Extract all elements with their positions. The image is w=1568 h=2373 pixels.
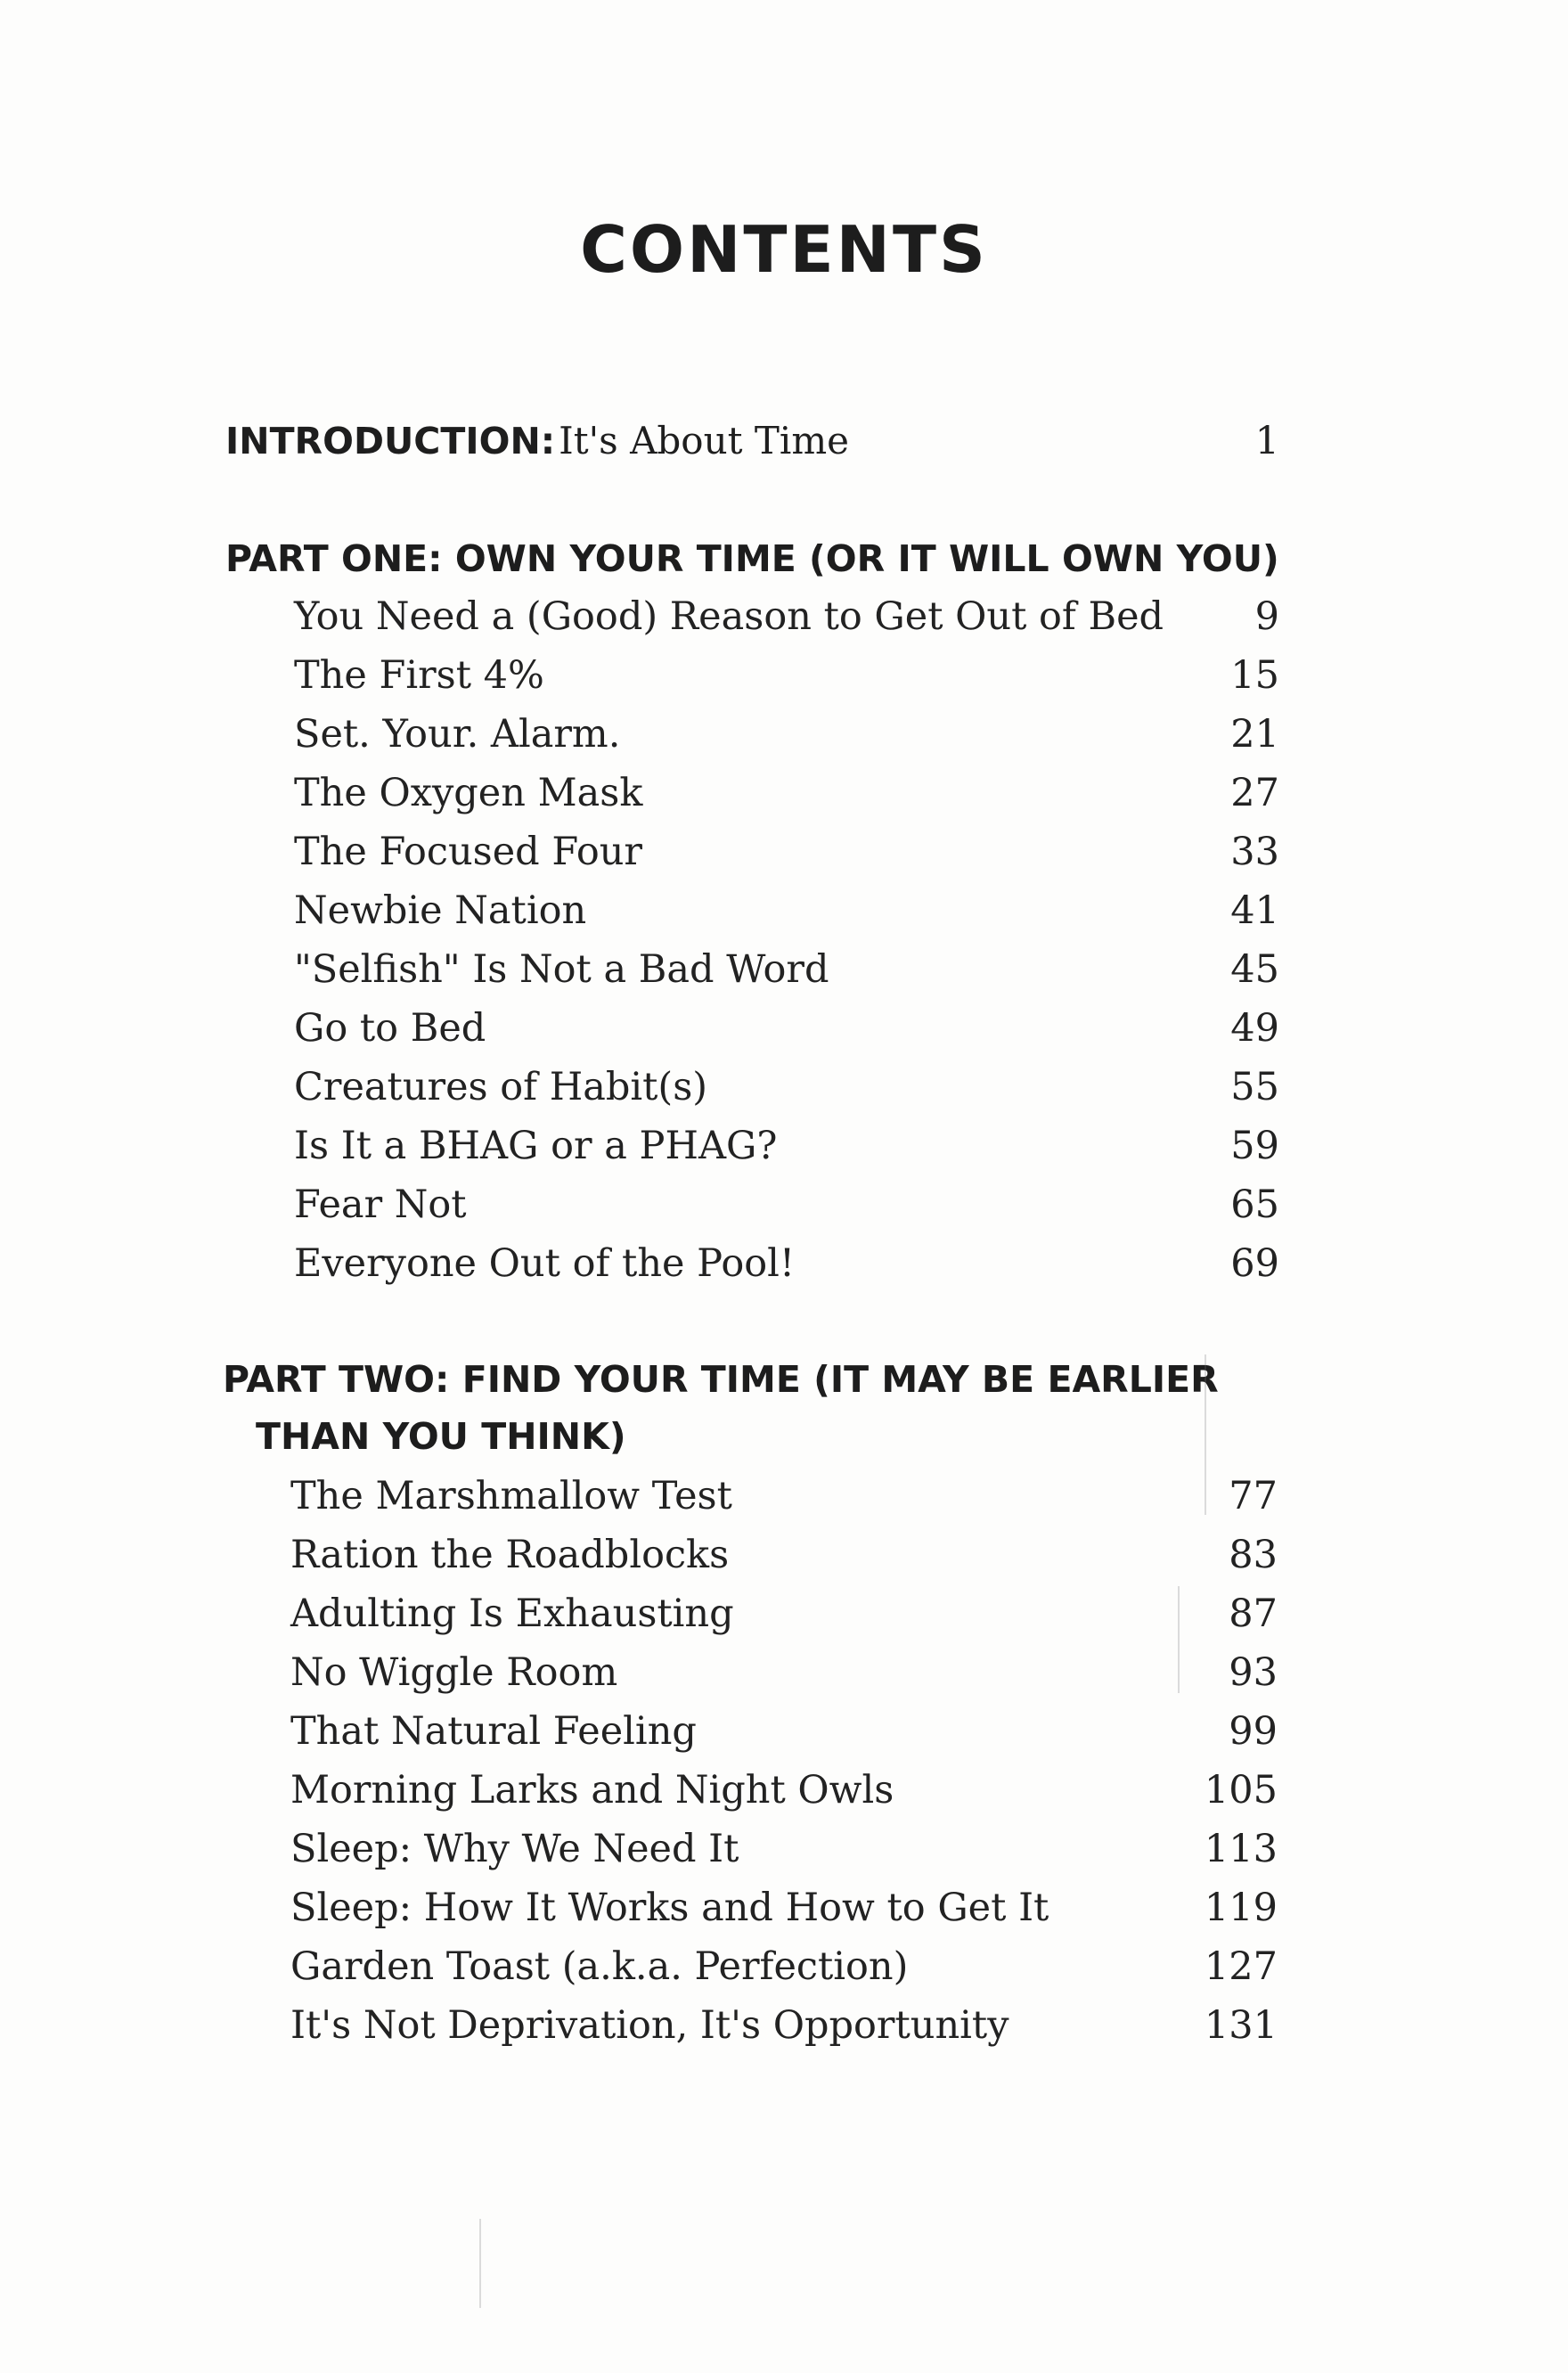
toc-entry-page: 65 (1230, 1182, 1279, 1227)
toc-introduction[interactable] (225, 419, 849, 462)
toc-entry-title[interactable]: Sleep: How It Works and How to Get It (290, 1886, 1049, 1930)
toc-entry-page: 127 (1204, 1944, 1278, 1989)
introduction-label: INTRODUCTION: (225, 420, 556, 462)
toc-entry-title[interactable]: "Selfish" Is Not a Bad Word (294, 947, 829, 992)
scan-artifact (479, 2219, 481, 2308)
scan-artifact (1178, 1586, 1180, 1693)
toc-entry-title[interactable]: Go to Bed (294, 1006, 486, 1051)
toc-entry-page: 33 (1230, 830, 1279, 874)
toc-entry-page: 99 (1229, 1709, 1278, 1754)
toc-entry-title[interactable]: Sleep: Why We Need It (290, 1827, 739, 1871)
toc-entry-page: 77 (1229, 1474, 1278, 1518)
toc-entry-page: 83 (1229, 1533, 1278, 1577)
toc-entry-page: 49 (1230, 1006, 1279, 1051)
page-title: CONTENTS (580, 212, 988, 287)
toc-entry-title[interactable]: Creatures of Habit(s) (294, 1065, 708, 1109)
toc-entry-page: 131 (1204, 2003, 1278, 2048)
toc-entry-title[interactable]: Everyone Out of the Pool! (294, 1241, 796, 1286)
toc-entry-title[interactable]: The First 4% (294, 653, 544, 698)
toc-entry-title[interactable]: Garden Toast (a.k.a. Perfection) (290, 1944, 909, 1989)
toc-entry-title[interactable]: The Oxygen Mask (294, 771, 643, 815)
toc-entry-page: 119 (1204, 1886, 1278, 1930)
toc-entry-page: 41 (1230, 888, 1279, 933)
scan-artifact (1205, 1354, 1206, 1515)
part-one-heading: PART ONE: OWN YOUR TIME (OR IT WILL OWN YOU) (225, 537, 1279, 580)
toc-entry-title[interactable]: Is It a BHAG or a PHAG? (294, 1124, 778, 1168)
toc-entry-page: 105 (1204, 1768, 1278, 1812)
toc-entry-title[interactable]: The Focused Four (294, 830, 642, 874)
toc-entry-page: 55 (1230, 1065, 1279, 1109)
toc-entry-page: 87 (1229, 1592, 1278, 1636)
introduction-page-number: 1 (1254, 419, 1279, 463)
toc-entry-page: 45 (1230, 947, 1279, 992)
toc-entry-page: 59 (1230, 1124, 1279, 1168)
toc-entry-page: 9 (1254, 594, 1279, 639)
toc-entry-title[interactable]: That Natural Feeling (290, 1709, 697, 1754)
toc-entry-page: 21 (1230, 712, 1279, 757)
toc-entry-page: 93 (1229, 1650, 1278, 1695)
toc-entry-title[interactable]: It's Not Deprivation, It's Opportunity (290, 2003, 1009, 2048)
toc-entry-title[interactable]: Adulting Is Exhausting (290, 1592, 734, 1636)
toc-entry-title[interactable]: Set. Your. Alarm. (294, 712, 621, 757)
part-two-heading-line-1: PART TWO: FIND YOUR TIME (IT MAY BE EARLIER (223, 1358, 1219, 1401)
toc-entry-title[interactable]: Newbie Nation (294, 888, 587, 933)
toc-entry-page: 69 (1230, 1241, 1279, 1286)
toc-entry-title[interactable]: Fear Not (294, 1182, 467, 1227)
toc-entry-page: 113 (1204, 1827, 1278, 1871)
toc-entry-title[interactable]: The Marshmallow Test (290, 1474, 732, 1518)
toc-entry-title[interactable]: Ration the Roadblocks (290, 1533, 730, 1577)
part-two-heading-line-2: THAN YOU THINK) (256, 1415, 626, 1458)
toc-entry-title[interactable]: No Wiggle Room (290, 1650, 618, 1695)
toc-entry-title[interactable]: You Need a (Good) Reason to Get Out of Bed (294, 594, 1164, 639)
toc-entry-page: 27 (1230, 771, 1279, 815)
toc-entry-title[interactable]: Morning Larks and Night Owls (290, 1768, 894, 1812)
introduction-subtitle: It's About Time (559, 419, 849, 462)
toc-entry-page: 15 (1230, 653, 1279, 698)
